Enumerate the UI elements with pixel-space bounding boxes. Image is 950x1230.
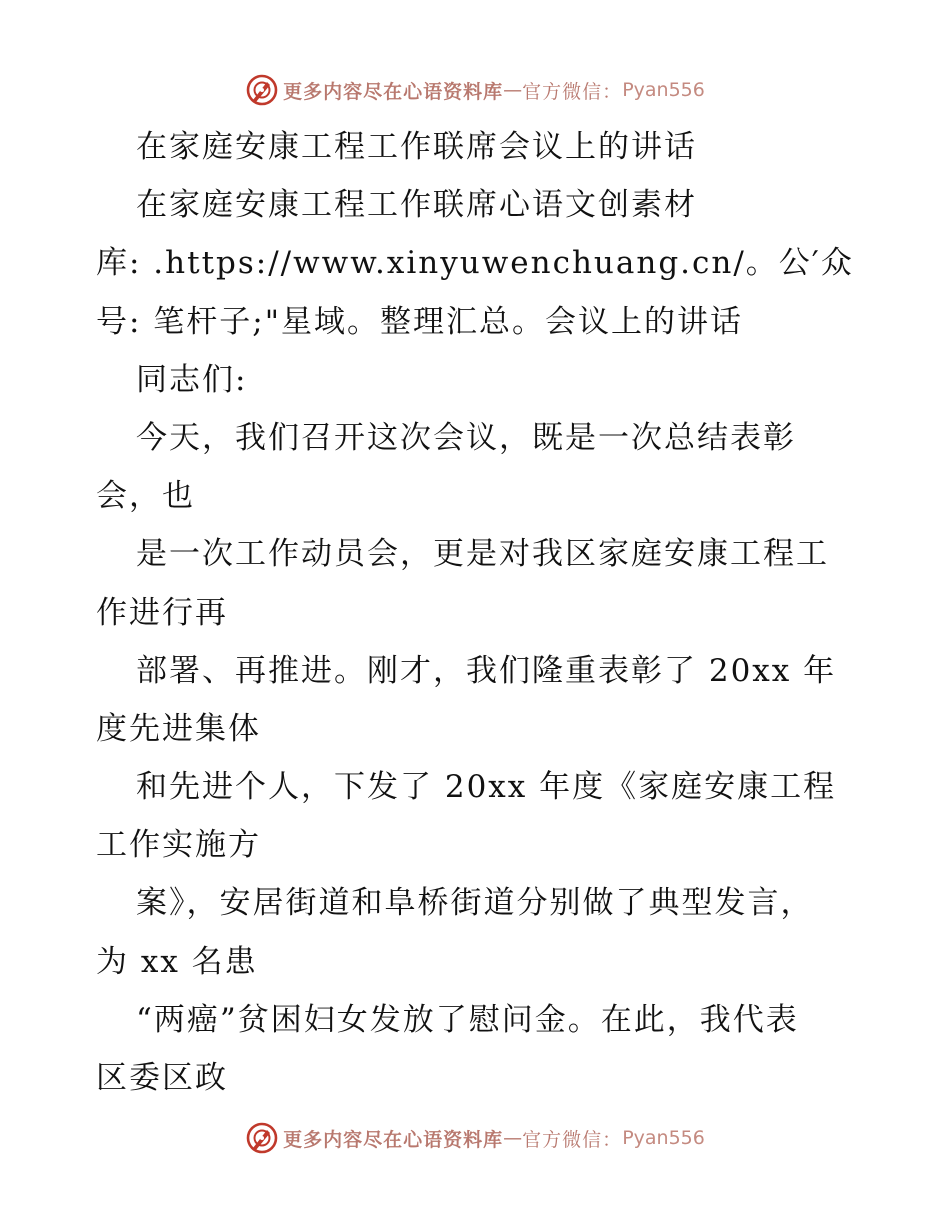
text-line: 部署、再推进。刚才，我们隆重表彰了 20xx 年 [136, 652, 837, 689]
footer-brand-text: 更多内容尽在心语资料库 [283, 1128, 504, 1151]
footer-banner [0, 1118, 950, 1158]
text-line: 是一次工作动员会，更是对我区家庭安康工程工 [136, 536, 829, 573]
text-line: 工作实施方 [96, 827, 261, 864]
brand-logo-icon [245, 1121, 279, 1155]
text-line: 在家庭安康工程工作联席心语文创素材 [136, 187, 697, 224]
header-wechat-handle: Pyan556 [622, 79, 705, 101]
footer-wechat-handle: Pyan556 [622, 1127, 705, 1149]
brand-logo-icon [245, 73, 279, 107]
doc-title-line: 在家庭安康工程工作联席会议上的讲话 [136, 129, 697, 165]
text-line: 作进行再 [96, 594, 228, 631]
header-banner [0, 70, 950, 110]
text-line: 库: .https://www.xinyuwenchuang.cn/。公′众 [96, 245, 854, 282]
salutation-line: 同志们: [136, 361, 248, 398]
header-wechat-label: 官方微信： [522, 80, 623, 103]
header-brand-text: 更多内容尽在心语资料库 [283, 80, 504, 103]
text-line: 和先进个人，下发了 20xx 年度《家庭安康工程 [136, 769, 837, 806]
text-line: 案》，安居街道和阜桥街道分别做了典型发言， [136, 885, 814, 922]
text-line: 区委区政 [96, 1060, 228, 1096]
document-body [96, 118, 876, 1107]
text-line: 会，也 [96, 478, 195, 515]
footer-wechat-label: 官方微信： [522, 1128, 623, 1151]
text-line: 度先进集体 [96, 710, 261, 747]
text-line: 为 xx 名患 [96, 943, 258, 980]
text-line: “两癌”贫困妇女发放了慰问金。在此，我代表 [136, 1001, 799, 1038]
footer-separator: — [503, 1127, 523, 1149]
text-line: 号: 笔杆子;"星域。整理汇总。会议上的讲话 [96, 303, 743, 340]
header-separator: — [503, 79, 523, 101]
text-line: 今天，我们召开这次会议，既是一次总结表彰 [136, 419, 796, 456]
